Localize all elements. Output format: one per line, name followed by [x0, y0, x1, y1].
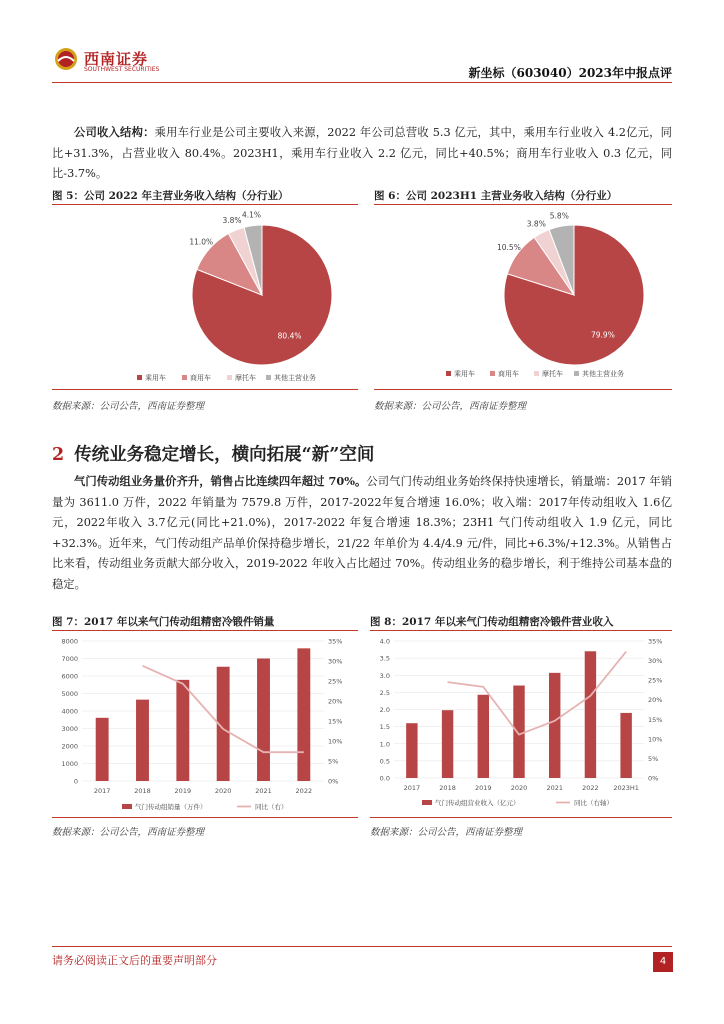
bar [478, 695, 489, 778]
legend-bar-label: 气门传动组销量（万件） [135, 803, 207, 811]
slice-label: 3.8% [526, 219, 546, 229]
legend-swatch [266, 375, 271, 380]
x-tick-label: 2017 [93, 787, 111, 795]
legend-label: 乘用车 [145, 374, 166, 382]
y-tick-label: 8000 [61, 637, 78, 646]
slice-label: 11.0% [189, 237, 214, 247]
y2-tick-label: 35% [328, 637, 343, 646]
y2-tick-label: 15% [648, 715, 663, 724]
logo-subtitle: SOUTHWEST SECURITIES [84, 66, 160, 73]
legend-bar-label: 气门传动组营业收入（亿元） [435, 799, 520, 807]
disclaimer-notice: 请务必阅读正文后的重要声明部分 [52, 954, 217, 967]
growth-line [448, 652, 627, 735]
legend-label: 商用车 [190, 374, 211, 382]
x-tick-label: 2021 [255, 787, 272, 795]
x-tick-label: 2017 [403, 784, 421, 792]
x-tick-label: 2019 [475, 784, 492, 792]
x-tick-label: 2022 [295, 787, 313, 795]
y2-tick-label: 0% [328, 777, 339, 786]
y-tick-label: 3.0 [379, 671, 390, 680]
bar [176, 680, 189, 781]
legend-label: 其他主营业务 [274, 374, 316, 382]
slice-label: 80.4% [277, 331, 302, 341]
header-divider [52, 82, 672, 83]
section-number: 2 [52, 445, 65, 465]
slice-label: 3.8% [222, 215, 242, 225]
figure-8-box [370, 630, 672, 818]
figure-8-title: 图 8：2017 年以来气门传动组精密冷锻件营业收入 [370, 616, 614, 628]
y2-tick-label: 0% [648, 774, 659, 783]
legend-line-label: 同比（右轴） [574, 799, 613, 807]
pie-chart-2023h1 [374, 205, 672, 389]
slice-label: 79.9% [591, 330, 615, 340]
legend-swatch [574, 371, 579, 376]
legend-label: 乘用车 [454, 370, 475, 378]
y-tick-label: 1.5 [379, 723, 390, 732]
report-title: 新坐标（603040）2023年中报点评 [468, 66, 672, 80]
bar [513, 686, 524, 778]
legend-swatch [227, 375, 232, 380]
bar [442, 710, 453, 778]
y-tick-label: 0.5 [379, 757, 390, 766]
bar [585, 651, 596, 778]
y2-tick-label: 25% [648, 676, 663, 685]
legend-swatch [490, 371, 495, 376]
x-tick-label: 2020 [510, 784, 528, 792]
legend-label: 摩托车 [542, 370, 563, 378]
y2-tick-label: 15% [328, 717, 343, 726]
legend-swatch [446, 371, 451, 376]
paragraph-body: 公司气门传动组业务始终保持快速增长，销量端：2017 年销量为 3611.0 万件，2022 年销量为 7579.8 万件，2017-2022年复合增速 16.0%；收入端：2017年传动组收入 1.6亿元，2022年收入 3.7亿元(同比+21.0%)，2017-2022 年复合增速 18.3%；23H1 气门传动组收入 1.9 亿元，同比+32.3%。近年来，气门传动组产品单价保持稳步增长，21/22 年单价为 4.4/4.9 元/件，同比+6.3%/+12.3%。从销售占比来看，传动组业务贡献大部分收入，2019-2022 年收入占比超过 70%。传动组业务的稳步增长，利于维持公司基本盘的稳定。 [52, 475, 673, 591]
y-tick-label: 5000 [61, 690, 78, 698]
x-tick-label: 2021 [546, 784, 563, 792]
y-tick-label: 0 [73, 777, 78, 786]
y-tick-label: 2.0 [379, 706, 390, 714]
y-tick-label: 3000 [61, 725, 78, 733]
bar [549, 673, 560, 778]
figure-6-source: 数据来源：公司公告，西南证券整理 [374, 401, 527, 412]
legend-swatch [137, 375, 142, 380]
figure-7-box [52, 630, 358, 818]
x-tick-label: 2020 [214, 787, 232, 795]
legend-bar-swatch [122, 804, 132, 809]
x-tick-label: 2019 [174, 787, 192, 795]
y-tick-label: 1000 [61, 760, 78, 768]
paragraph-body: 乘用车行业是公司主要收入来源，2022 年公司总营收 5.3 亿元，其中，乘用车行业收入 4.2亿元，同比+31.3%，占营业收入 80.4%。2023H1，乘用车行业收入 2.2 亿元，同比+40.5%；商用车行业收入 0.3 亿元，同比-3.7%。 [52, 126, 672, 180]
y2-tick-label: 30% [648, 657, 663, 666]
bar [297, 648, 310, 781]
y-tick-label: 6000 [61, 672, 78, 681]
bar [96, 718, 109, 781]
slice-label: 5.8% [549, 211, 569, 221]
y2-tick-label: 10% [648, 735, 663, 744]
y2-tick-label: 35% [648, 637, 663, 646]
sales-volume-chart [52, 631, 358, 817]
paragraph-lead: 公司收入结构： [74, 125, 155, 139]
bar [406, 723, 417, 778]
y2-tick-label: 10% [328, 737, 343, 746]
y2-tick-label: 30% [328, 657, 343, 666]
slice-label: 10.5% [497, 242, 521, 252]
section-title: 传统业务稳定增长，横向拓展“新”空间 [74, 445, 375, 465]
legend-bar-swatch [422, 800, 432, 805]
y-tick-label: 3.5 [379, 654, 390, 663]
footer-divider [52, 946, 672, 947]
y2-tick-label: 20% [328, 697, 343, 706]
figure-5-source: 数据来源：公司公告，西南证券整理 [52, 401, 205, 412]
figure-5-box [52, 204, 358, 390]
bar [257, 659, 270, 782]
bar [136, 700, 149, 781]
figure-8-source: 数据来源：公司公告，西南证券整理 [370, 827, 523, 838]
page-number: 4 [653, 952, 673, 972]
x-tick-label: 2018 [134, 787, 151, 795]
legend-label: 其他主营业务 [582, 370, 624, 378]
legend-swatch [534, 371, 539, 376]
figure-7-source: 数据来源：公司公告，西南证券整理 [52, 827, 205, 838]
y-tick-label: 1.0 [379, 740, 390, 749]
legend-line-label: 同比（右） [255, 803, 288, 811]
y-tick-label: 2.5 [379, 688, 390, 697]
y2-tick-label: 20% [648, 696, 663, 705]
slice-label: 4.1% [241, 210, 262, 220]
x-tick-label: 2018 [439, 784, 456, 792]
figure-6-title: 图 6：公司 2023H1 主营业务收入结构（分行业） [374, 190, 618, 202]
paragraph-lead: 气门传动组业务量价齐升，销售占比连续四年超过 70%。 [74, 474, 367, 488]
figure-5-title: 图 5：公司 2022 年主营业务收入结构（分行业） [52, 190, 289, 202]
y-tick-label: 0.0 [379, 774, 390, 783]
y2-tick-label: 25% [328, 677, 343, 686]
y-tick-label: 2000 [61, 742, 78, 751]
legend-swatch [182, 375, 187, 380]
legend-label: 摩托车 [235, 374, 256, 382]
section-2-heading [52, 441, 374, 466]
figure-7-title: 图 7：2017 年以来气门传动组精密冷锻件销量 [52, 616, 275, 628]
pie-chart-2022 [52, 205, 358, 389]
revenue-chart [370, 631, 672, 817]
y-tick-label: 4000 [61, 707, 78, 716]
bar [620, 713, 631, 778]
legend-label: 商用车 [498, 370, 519, 378]
logo-name: 西南证券 [84, 50, 149, 68]
figure-6-box [374, 204, 672, 390]
y-tick-label: 7000 [61, 655, 78, 663]
y-tick-label: 4.0 [379, 637, 390, 646]
revenue-structure-paragraph [52, 122, 672, 185]
x-tick-label: 2023H1 [613, 784, 639, 792]
x-tick-label: 2022 [582, 784, 599, 792]
valve-train-paragraph [52, 471, 672, 595]
y2-tick-label: 5% [328, 757, 339, 766]
y2-tick-label: 5% [648, 754, 659, 763]
